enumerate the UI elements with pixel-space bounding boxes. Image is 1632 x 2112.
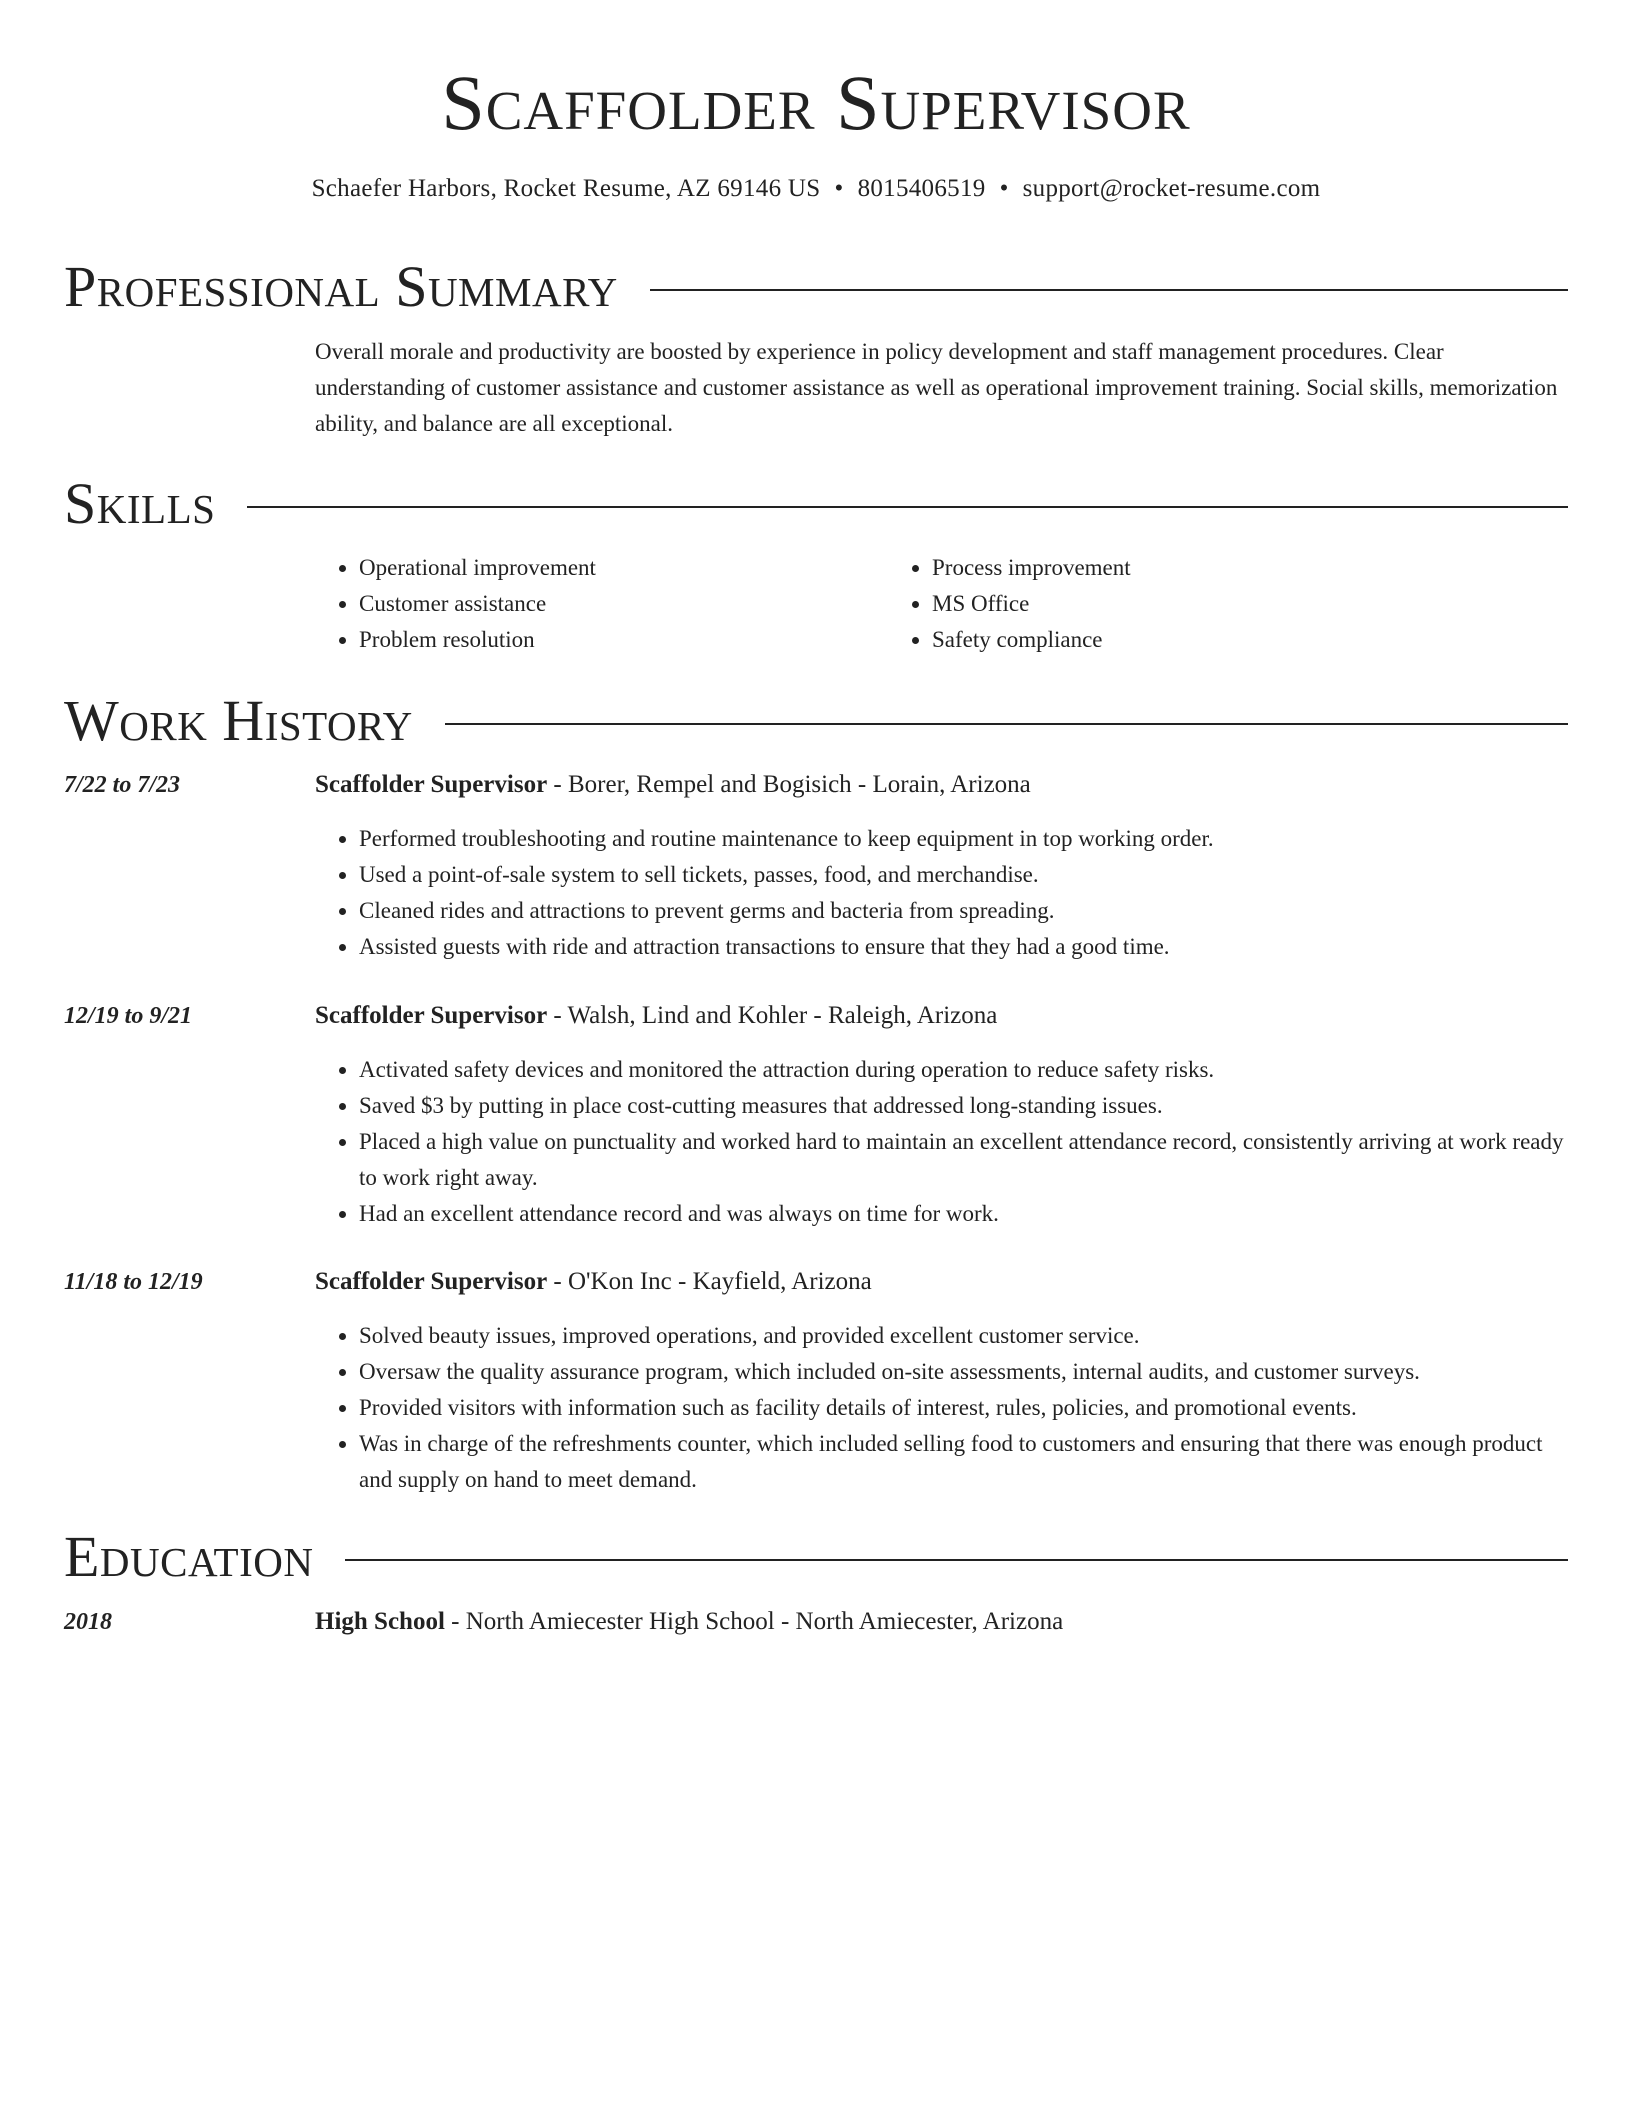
skill-item: • Process improvement bbox=[932, 550, 1461, 586]
job-title-line bbox=[315, 767, 1031, 803]
job-dates: 11/18 to 12/19 bbox=[64, 1269, 203, 1295]
section-header-skills bbox=[64, 469, 1568, 539]
section-divider bbox=[247, 506, 1568, 508]
section-title-work: Work History bbox=[64, 688, 413, 753]
job-bullet: • Oversaw the quality assurance program, which included on-site assessments, internal audits, and customer surveys. bbox=[359, 1354, 1568, 1390]
section-header-education bbox=[64, 1522, 1568, 1592]
job-employer: - Borer, Rempel and Bogisich - Lorain, Arizona bbox=[547, 771, 1031, 798]
contact-line bbox=[64, 172, 1568, 206]
job-bullet: • Performed troubleshooting and routine maintenance to keep equipment in top working order. bbox=[359, 821, 1568, 857]
skills-list-left bbox=[315, 550, 888, 658]
job-bullet: • Provided visitors with information such as facility details of interest, rules, policies, and promotional events. bbox=[359, 1390, 1568, 1426]
job-bullet: • Assisted guests with ride and attraction transactions to ensure that they had a good time. bbox=[359, 929, 1568, 965]
education-degree: High School bbox=[315, 1608, 445, 1635]
skills-grid bbox=[315, 550, 1568, 658]
job-bullets bbox=[315, 1318, 1568, 1498]
section-header-summary bbox=[64, 252, 1568, 322]
job-bullet: • Solved beauty issues, improved operations, and provided excellent customer service. bbox=[359, 1318, 1568, 1354]
job-title-line bbox=[315, 998, 997, 1034]
job-bullet: • Placed a high value on punctuality and worked hard to maintain an excellent attendance record, consistently arriving at work ready to work right away. bbox=[359, 1124, 1568, 1196]
skill-item: • Customer assistance bbox=[359, 586, 888, 622]
job-employer: - Walsh, Lind and Kohler - Raleigh, Arizona bbox=[547, 1002, 998, 1029]
candidate-name: Scaffolder Supervisor bbox=[441, 59, 1191, 146]
job-title: Scaffolder Supervisor bbox=[315, 1268, 548, 1295]
job-bullet: • Was in charge of the refreshments counter, which included selling food to customers and ensuring that there was enough product and supply on hand to meet demand. bbox=[359, 1426, 1568, 1498]
job-bullet: • Had an excellent attendance record and was always on time for work. bbox=[359, 1196, 1568, 1232]
summary-text: Overall morale and productivity are boosted by experience in policy development and staff management procedures. Clear understanding of customer assistance and customer assistance as well as operational improvement training. Social skills, memorization ability, and balance are all exceptional. bbox=[315, 339, 1558, 436]
education-school: - North Amiecester High School - North Amiecester, Arizona bbox=[444, 1608, 1064, 1635]
contact-email: support@rocket-resume.com bbox=[1022, 175, 1321, 202]
summary-block bbox=[315, 334, 1568, 442]
job-bullet: • Used a point-of-sale system to sell tickets, passes, food, and merchandise. bbox=[359, 857, 1568, 893]
section-divider bbox=[650, 289, 1568, 291]
job-title-line bbox=[315, 1264, 872, 1300]
job-bullet: • Activated safety devices and monitored the attraction during operation to reduce safety risks. bbox=[359, 1052, 1568, 1088]
skills-list-right bbox=[888, 550, 1461, 658]
contact-address: Schaefer Harbors, Rocket Resume, AZ 69146 US bbox=[311, 175, 821, 202]
job-bullets bbox=[315, 821, 1568, 965]
job-dates: 7/22 to 7/23 bbox=[64, 772, 181, 798]
job-bullet: • Cleaned rides and attractions to prevent germs and bacteria from spreading. bbox=[359, 893, 1568, 929]
job-employer: - O'Kon Inc - Kayfield, Arizona bbox=[547, 1268, 872, 1295]
job-bullet: • Saved $3 by putting in place cost-cutting measures that addressed long-standing issues. bbox=[359, 1088, 1568, 1124]
section-title-summary: Professional Summary bbox=[64, 254, 618, 319]
skill-item: • Problem resolution bbox=[359, 622, 888, 658]
section-divider bbox=[345, 1559, 1568, 1561]
job-title: Scaffolder Supervisor bbox=[315, 1002, 548, 1029]
skill-item: • Operational improvement bbox=[359, 550, 888, 586]
section-title-education: Education bbox=[64, 1524, 314, 1589]
section-divider bbox=[445, 723, 1568, 725]
contact-separator: • bbox=[834, 175, 844, 202]
section-header-work bbox=[64, 686, 1568, 756]
job-bullets bbox=[315, 1052, 1568, 1232]
section-title-skills: Skills bbox=[64, 471, 216, 536]
job-dates: 12/19 to 9/21 bbox=[64, 1003, 193, 1029]
contact-phone: 8015406519 bbox=[857, 175, 986, 202]
contact-separator: • bbox=[999, 175, 1009, 202]
skill-item: • MS Office bbox=[932, 586, 1461, 622]
skill-item: • Safety compliance bbox=[932, 622, 1461, 658]
education-line bbox=[315, 1604, 1063, 1640]
skills-block bbox=[315, 550, 1568, 658]
job-title: Scaffolder Supervisor bbox=[315, 771, 548, 798]
education-year: 2018 bbox=[64, 1609, 112, 1635]
